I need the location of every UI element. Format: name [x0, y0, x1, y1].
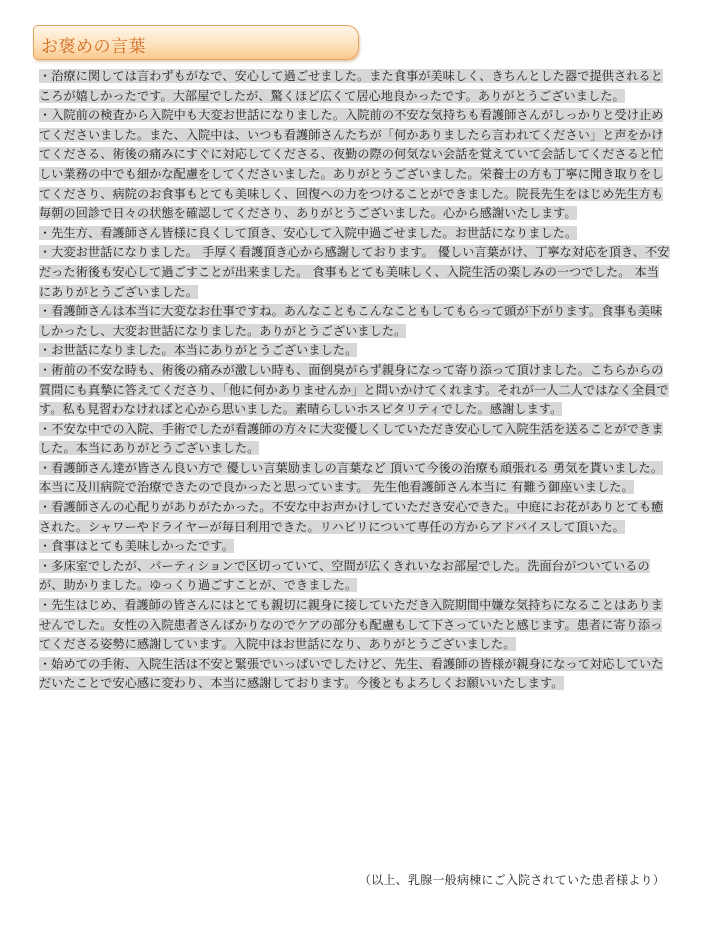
- comment-text: ・大変お世話になりました。 手厚く看護頂き心から感謝しております。 優しい言葉がけ、丁寧な対応を頂き、不安だった術後も安心して過ごすことが出来ました。 食事もとても美味しく、入院生活の楽しみの一つでした。 本当にありがとうございました。: [39, 245, 670, 299]
- comment-item: [39, 224, 671, 244]
- comments-list: [39, 67, 671, 694]
- source-note: （以上、乳腺一般病棟にご入院されていた患者様より）: [358, 873, 665, 887]
- comment-text: ・看護師さんの心配りがありがたかった。不安な中お声かけしていただき安心できた。中庭にお花がありとても癒された。シャワーやドライヤーが毎日利用できた。リハビリについて専任の方からアドバイスして頂いた。: [39, 500, 664, 534]
- comment-item: [39, 302, 671, 341]
- comment-item: [39, 557, 671, 596]
- comment-item: [39, 106, 671, 224]
- comment-item: [39, 459, 671, 498]
- comment-text: ・食事はとても美味しかったです。: [39, 539, 234, 554]
- comment-text: ・お世話になりました。本当にありがとうございました。: [39, 343, 358, 358]
- comment-item: [39, 341, 671, 361]
- comment-item: [39, 596, 671, 655]
- comment-item: [39, 243, 671, 302]
- comment-text: ・術前の不安な時も、術後の痛みが激しい時も、面倒臭がらず親身になって寄り添って頂けました。こちらからの質問にも真摯に答えてくださり、「他に何かありませんか」と問いかけてくれます。それが一人二人ではなく全員です。私も見習わなければと心から思いました。素晴らしいホスピタリティでした。感謝します。: [39, 362, 669, 417]
- comment-text: ・看護師さん達が皆さん良い方で 優しい言葉励ましの言葉など 頂いて今後の治療も頑張れる 勇気を貰いました。 本当に及川病院で治療できたので良かったと思っています。 先生他看護師さん本当に 有難う御座いました。: [39, 460, 664, 495]
- comment-item: [39, 420, 671, 459]
- comment-text: ・看護師さんは本当に大変なお仕事ですね。あんなこともこんなこともしてもらって頭が下がります。食事も美味しかったし、大変お世話になりました。ありがとうございました。: [39, 304, 663, 338]
- comment-text: ・先生はじめ、看護師の皆さんにはとても親切に親身に接していただき入院期間中嫌な気持ちになることはありませんでした。女性の入院患者さんばかりなのでケアの部分も配慮もして下さっていたと感じます。患者に寄り添ってくださる姿勢に感謝しています。入院中はお世話になり、ありがとうございました。: [39, 598, 663, 652]
- section-heading-box: [33, 25, 359, 60]
- comment-text: ・始めての手術、入院生活は不安と緊張でいっぱいでしたけど、先生、看護師の皆様が親身になって対応していただいたことで安心感に変わり、本当に感謝しております。今後ともよろしくお願いいたします。: [39, 656, 664, 691]
- comment-text: ・治療に関しては言わずもがなで、安心して過ごせました。また食事が美味しく、きちんとした器で提供されるところが嬉しかったです。大部屋でしたが、驚くほど広くて居心地良かったです。ありがとうございました。: [39, 69, 663, 103]
- comment-item: [39, 498, 671, 537]
- comment-text: ・不安な中での入院、手術でしたが看護師の方々に大変優しくしていただき安心して入院生活を送ることができました。本当にありがとうございました。: [39, 421, 664, 456]
- comment-item: [39, 655, 671, 694]
- comment-text: ・入院前の検査から入院中も大変お世話になりました。入院前の不安な気持ちも看護師さんがしっかりと受け止めてくださいました。また、入院中は、いつも看護師さんたちが「何かありましたら言われてください」と声をかけてくださる、術後の痛みにすぐに対応してくださる、夜勤の際の何気ない会話を覚えていて会話してくださると忙しい業務の中でも細かな配慮をしてくださいました。ありがとうございました。栄養士の方も丁寧に聞き取りをしてくださり、病院のお食事もとても美味しく、回復への力をつけることができました。院長先生をはじめ先生方も毎朝の回診で日々の状態を確認してくださり、ありがとうございました。心から感謝いたします。: [39, 108, 664, 221]
- comment-item: [39, 361, 671, 420]
- comment-item: [39, 537, 671, 557]
- comment-item: [39, 67, 671, 106]
- comment-text: ・多床室でしたが、パーティションで区切っていて、空間が広くきれいなお部屋でした。洗面台がついているのが、助かりました。ゆっくり過ごすことが、できました。: [39, 558, 650, 593]
- comment-text: ・先生方、看護師さん皆様に良くして頂き、安心して入院中過ごせました。お世話になりました。: [39, 225, 578, 240]
- section-title: お褒めの言葉: [41, 37, 146, 57]
